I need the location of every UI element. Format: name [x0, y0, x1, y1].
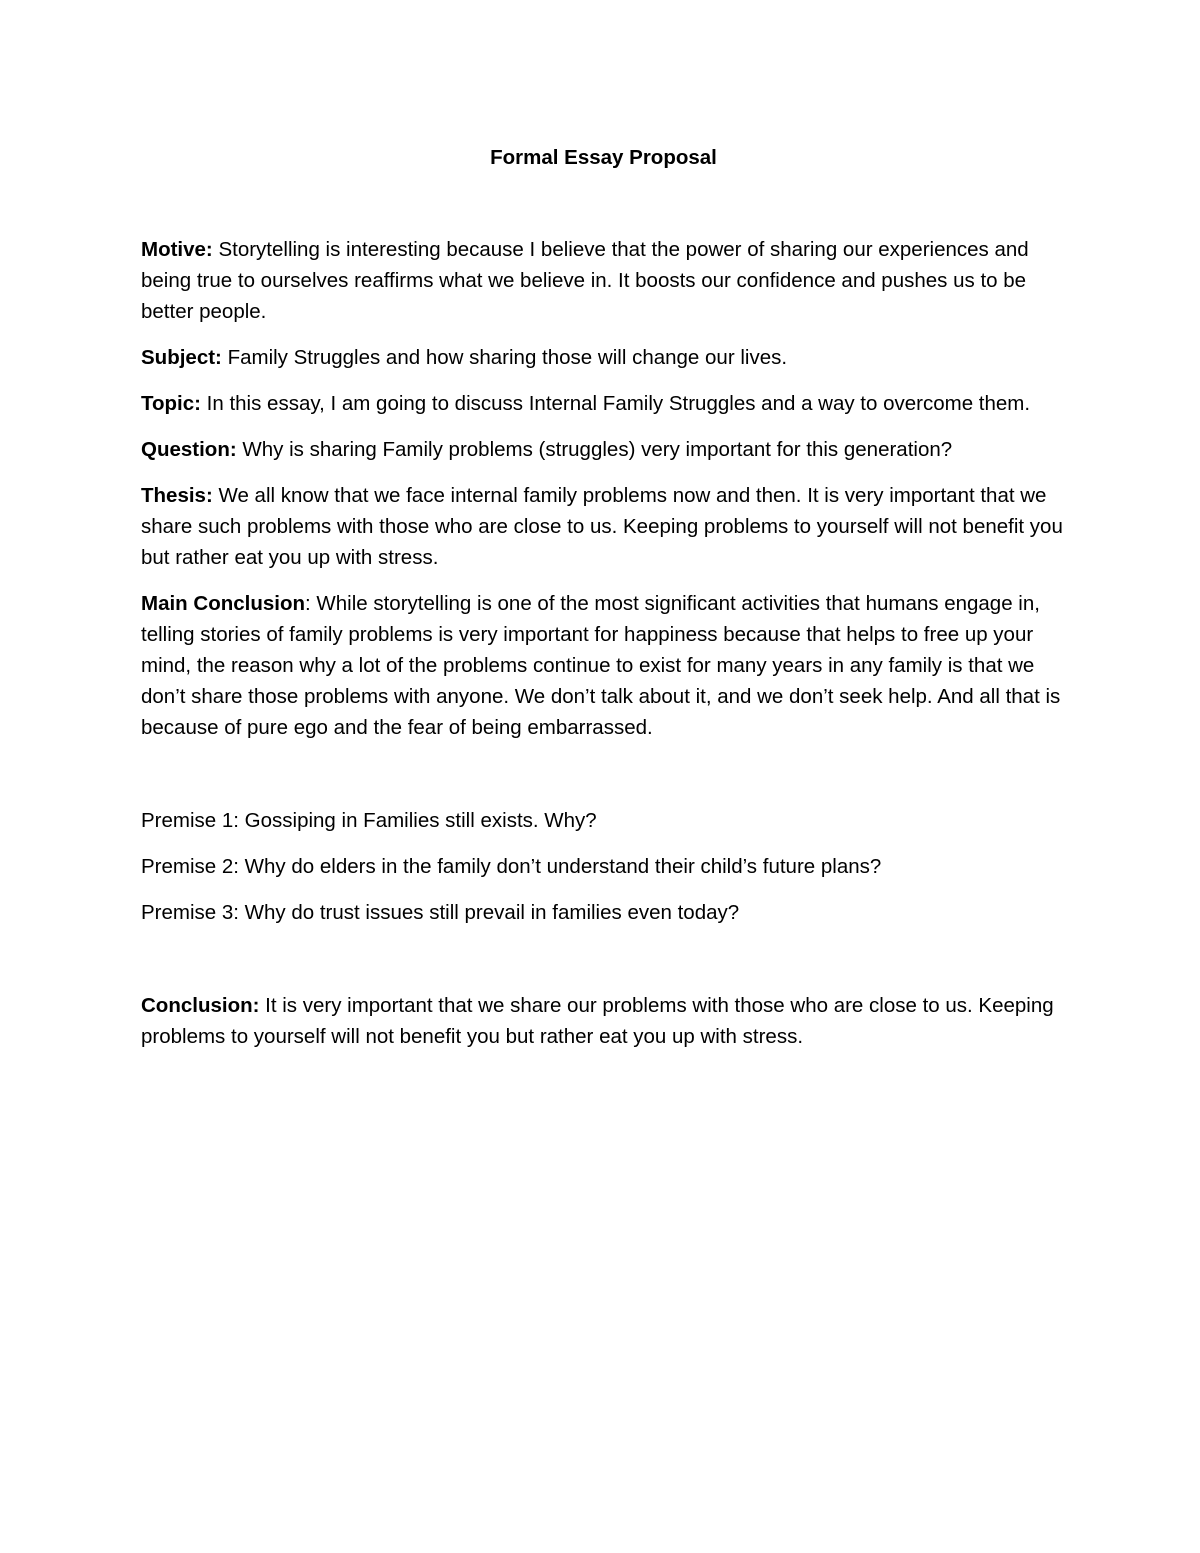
main-conclusion-label: Main Conclusion: [141, 592, 305, 615]
motive-text: Storytelling is interesting because I believe that the power of sharing our experiences and being true to ourselves reaffirms what we believe in. It boosts our confidence and pushes us to be better people.: [141, 238, 1029, 323]
topic-paragraph: [141, 388, 1066, 419]
question-label: Question:: [141, 438, 237, 461]
topic-label: Topic:: [141, 392, 201, 415]
main-conclusion-text: : While storytelling is one of the most significant activities that humans engage in, telling stories of family problems is very important for happiness because that helps to free up your mind, the reason why a lot of the problems continue to exist for many years in any family is that we don’t share those problems with anyone. We don’t talk about it, and we don’t seek help. And all that is because of pure ego and the fear of being embarrassed.: [141, 592, 1061, 739]
question-text: Why is sharing Family problems (struggles) very important for this generation?: [236, 438, 953, 461]
thesis-text: We all know that we face internal family problems now and then. It is very important that we share such problems with those who are close to us. Keeping problems to yourself will not benefit you but rather eat you up with stress.: [141, 484, 1063, 569]
motive-label: Motive:: [141, 238, 213, 261]
thesis-label: Thesis:: [141, 484, 213, 507]
premise-2: Premise 2: Why do elders in the family don’t understand their child’s future plans?: [141, 855, 882, 878]
topic-text: In this essay, I am going to discuss Internal Family Struggles and a way to overcome them.: [200, 392, 1031, 415]
question-paragraph: [141, 434, 1066, 465]
premise-1: Premise 1: Gossiping in Families still exists. Why?: [141, 809, 597, 832]
premise-3: Premise 3: Why do trust issues still prevail in families even today?: [141, 901, 740, 924]
subject-label: Subject:: [141, 346, 222, 369]
document-body: [141, 142, 1066, 1067]
conclusion-block: [141, 990, 1066, 1052]
document-title: Formal Essay Proposal: [490, 146, 717, 169]
motive-paragraph: [141, 234, 1066, 327]
conclusion-label: Conclusion:: [141, 994, 260, 1017]
premises-list: [141, 805, 1066, 928]
subject-paragraph: [141, 342, 1066, 373]
subject-text: Family Struggles and how sharing those will change our lives.: [221, 346, 788, 369]
conclusion-text: It is very important that we share our problems with those who are close to us. Keeping problems to yourself will not benefit you but rather eat you up with stress.: [141, 994, 1054, 1048]
main-conclusion-paragraph: [141, 588, 1066, 743]
conclusion-paragraph: [141, 990, 1066, 1052]
thesis-paragraph: [141, 480, 1066, 573]
